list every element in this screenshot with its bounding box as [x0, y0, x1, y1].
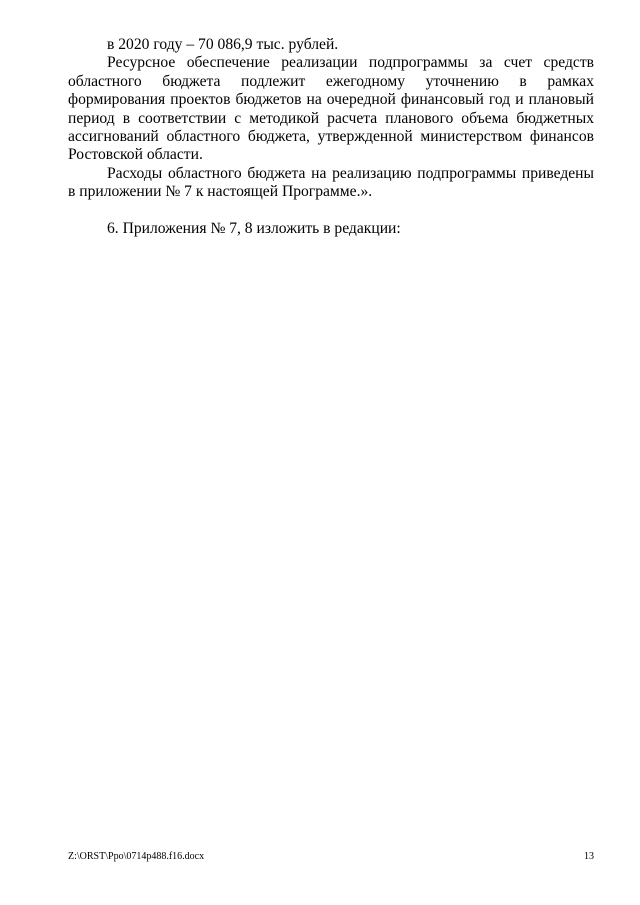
footer-file-path: Z:\ORST\Ppo\0714p488.f16.docx — [68, 851, 205, 862]
paragraph-funding-2020: в 2020 году – 70 086,9 тыс. рублей. — [107, 36, 339, 53]
paragraph-spacer — [68, 202, 594, 220]
page-footer — [68, 851, 594, 863]
paragraph-resource-provision: Ресурсное обеспечение реализации подпрограммы за счет средств областного бюджета подлежит ежегодному уточнению в рамках формирования проектов бюджетов на очередной финансовый год и плановый период в соответствии с методикой расчета планового объема бюджетных ассигнований областного бюджета, утвержденной министерством финансов Ростовской области. — [68, 54, 594, 164]
document-body — [68, 36, 594, 238]
paragraph-budget-expenses: Расходы областного бюджета на реализацию подпрограммы приведены в приложении № 7 к настоящей Программе.». — [68, 164, 594, 201]
footer-page-number: 13 — [584, 851, 594, 862]
paragraph-appendices-amendment: 6. Приложения № 7, 8 изложить в редакции: — [107, 220, 401, 238]
